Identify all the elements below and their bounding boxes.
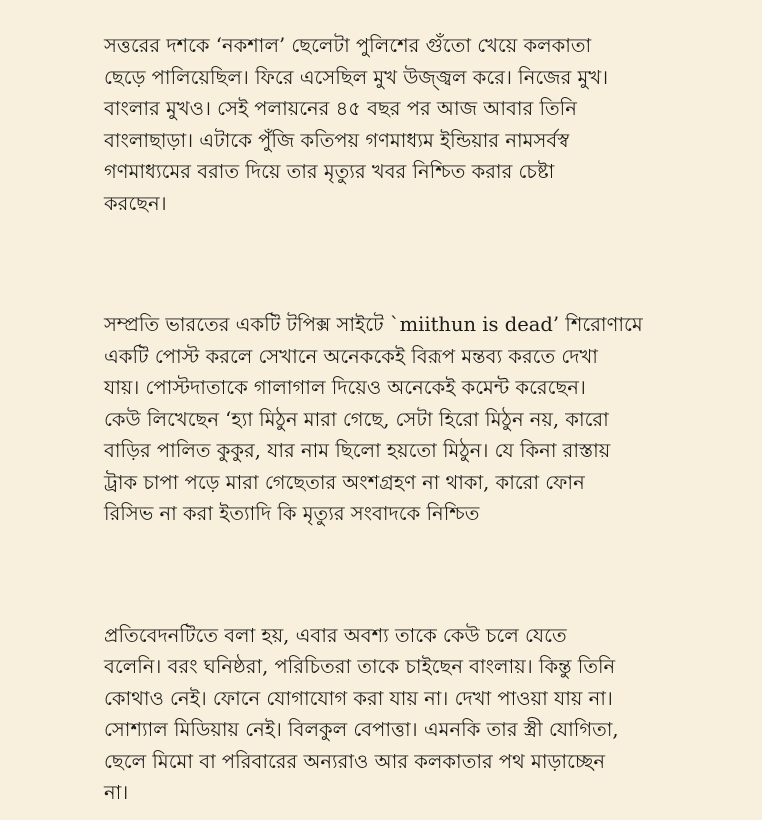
paragraph-line: ছেলে মিমো বা পরিবারের অন্যরাও আর কলকাতার পথ মাড়াচ্ছেন bbox=[104, 749, 605, 773]
article-body bbox=[104, 30, 712, 809]
paragraph-line: না। bbox=[104, 781, 129, 804]
paragraph-line: ছেড়ে পালিয়েছিল। ফিরে এসেছিল মুখ উজ্জ্বল করে। নিজের মুখ। bbox=[104, 65, 609, 89]
paragraph-line: বাংলাছাড়া। এটাকে পুঁজি কতিপয় গণমাধ্যম ইন্ডিয়ার নামসর্বস্ব bbox=[104, 128, 570, 152]
paragraph-line: গণমাধ্যমের বরাত দিয়ে তার মৃত্যুর খবর নিশ্চিত করার চেষ্টা bbox=[104, 160, 555, 183]
paragraph-line: করছেন। bbox=[104, 191, 167, 215]
paragraph-line: প্রতিবেদনটিতে বলা হয়, এবার অবশ্য তাকে কেউ চলে যেতে bbox=[104, 623, 567, 647]
paragraph-line: কেউ লিখেছেন ‘হ্যা মিঠুন মারা গেছে, সেটা হিরো মিঠুন নয়, কারো bbox=[104, 407, 609, 431]
paragraph-line: বাড়ির পালিত কুকুর, যার নাম ছিলো হয়তো মিঠুন। যে কিনা রাস্তায় bbox=[104, 439, 611, 462]
paragraph-line: ট্রাক চাপা পড়ে মারা গেছেতার অংশগ্রহণ না থাকা, কারো ফোন bbox=[104, 470, 585, 494]
paragraph-line: সত্তরের দশকে ‘নকশাল’ ছেলেটা পুলিশের গুঁতো খেয়ে কলকাতা bbox=[104, 34, 592, 57]
paragraph-line: যায়। পোস্টদাতাকে গালাগাল দিয়েও অনেকেই কমেন্ট করেছেন। bbox=[104, 376, 586, 399]
paragraph-line: একটি পোস্ট করলে সেখানে অনেককেই বিরূপ মন্তব্য করতে দেখা bbox=[104, 344, 598, 368]
paragraph-3 bbox=[104, 620, 712, 809]
paragraph-line: কোথাও নেই। ফোনে যোগাযোগ করা যায় না। দেখা পাওয়া যায় না। bbox=[104, 686, 613, 710]
paragraph-line: বলেনি। বরং ঘনিষ্ঠরা, পরিচিতরা তাকে চাইছেন বাংলায়। কিন্তু তিনি bbox=[104, 655, 616, 678]
paragraph-2 bbox=[104, 309, 712, 530]
paragraph-line: সম্প্রতি ভারতের একটি টপিক্স সাইটে `miithun is dead’ শিরোণামে bbox=[104, 313, 643, 336]
paragraph-line: বাংলার মুখও। সেই পলায়নের ৪৫ বছর পর আজ আবার তিনি bbox=[104, 97, 577, 120]
paragraph-1 bbox=[104, 30, 712, 219]
paragraph-line: রিসিভ না করা ইত্যাদি কি মৃত্যুর সংবাদকে নিশ্চিত bbox=[104, 502, 480, 525]
paragraph-line: সোশ্যাল মিডিয়ায় নেই। বিলকুল বেপাত্তা। এমনকি তার স্ত্রী যোগিতা, bbox=[104, 718, 619, 741]
